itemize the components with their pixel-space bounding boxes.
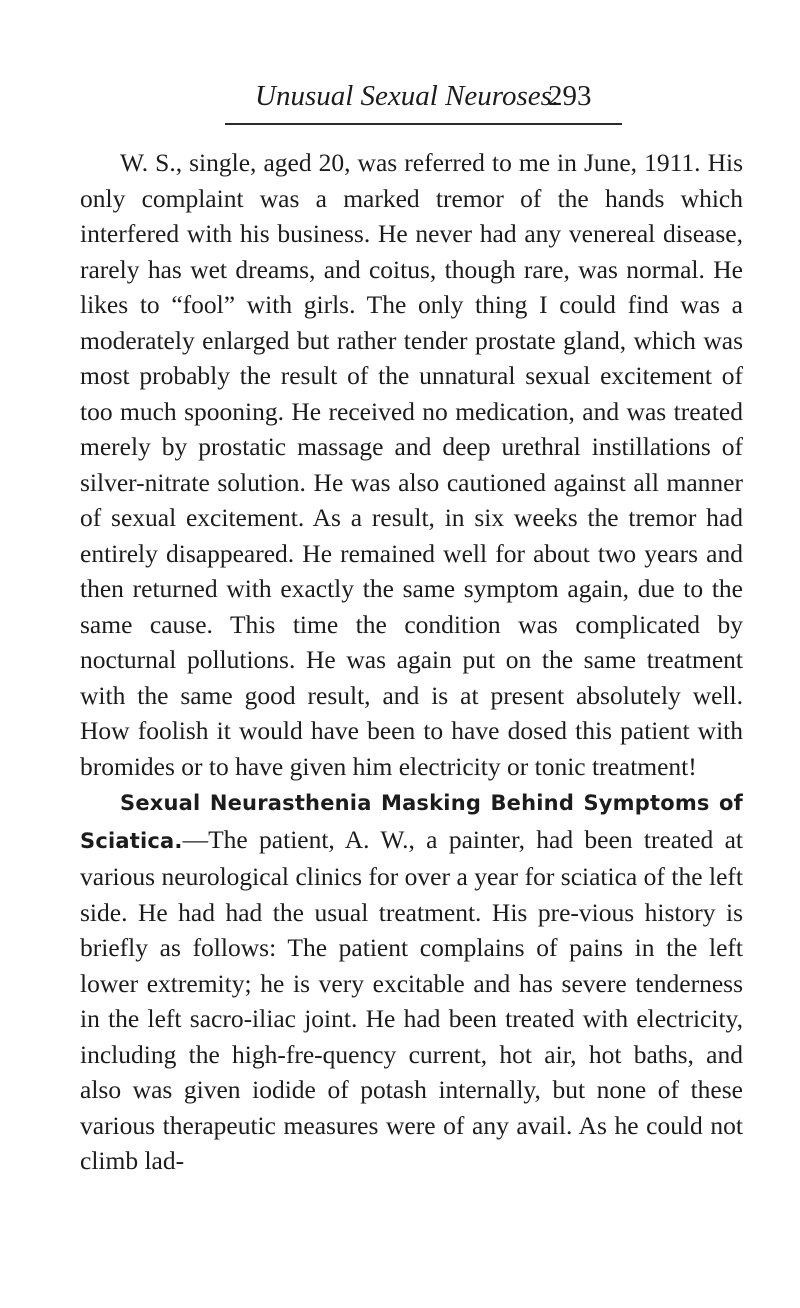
page-number: 293 [548,80,592,112]
paragraph-case-ws: W. S., single, aged 20, was referred to me in June, 1911. His only complaint was a marked tremor of the hands which interfered with his business. He never had any venereal disease, rarely has wet dreams, and coitus, though rare, was normal. He likes to “fool” with girls. The only thing I could find was a moderately enlarged but rather tender prostate gland, which was most probably the result of the unnatural sexual excitement of too much spooning. He received no medication, and was treated merely by prostatic massage and deep urethral instillations of silver-nitrate solution. He was also cautioned against all manner of sexual excitement. As a result, in six weeks the tremor had entirely disappeared. He remained well for about two years and then returned with exactly the same symptom again, due to the same cause. This time the condition was complicated by nocturnal pollutions. He was again put on the same treatment with the same good result, and is at present absolutely well. How foolish it would have been to have dosed this patient with bromides or to have given him electricity or tonic treatment! [80,148,743,781]
body-text [80,145,743,1179]
header-rule [225,123,622,125]
paragraph-case-aw-text: —The patient, A. W., a painter, had been treated at various neurological clinics for over a year for sciatica of the left side. He had had the usual treatment. His pre-vious history is briefly as follows: The patient complains of pains in the left lower extremity; he is very excitable and has severe tenderness in the left sacro-iliac joint. He had been treated with electricity, including the high-fre-quency current, hot air, hot baths, and also was given iodide of potash internally, but none of these various therapeutic measures were of any avail. As he could not climb lad- [80,824,743,1175]
running-title: Unusual Sexual Neuroses. [255,80,560,112]
section-subheading: Sexual Neurasthenia Masking Behind Symptoms of Sciatica. [80,791,743,853]
paragraph-case-aw [80,784,743,1179]
running-head [255,80,595,124]
